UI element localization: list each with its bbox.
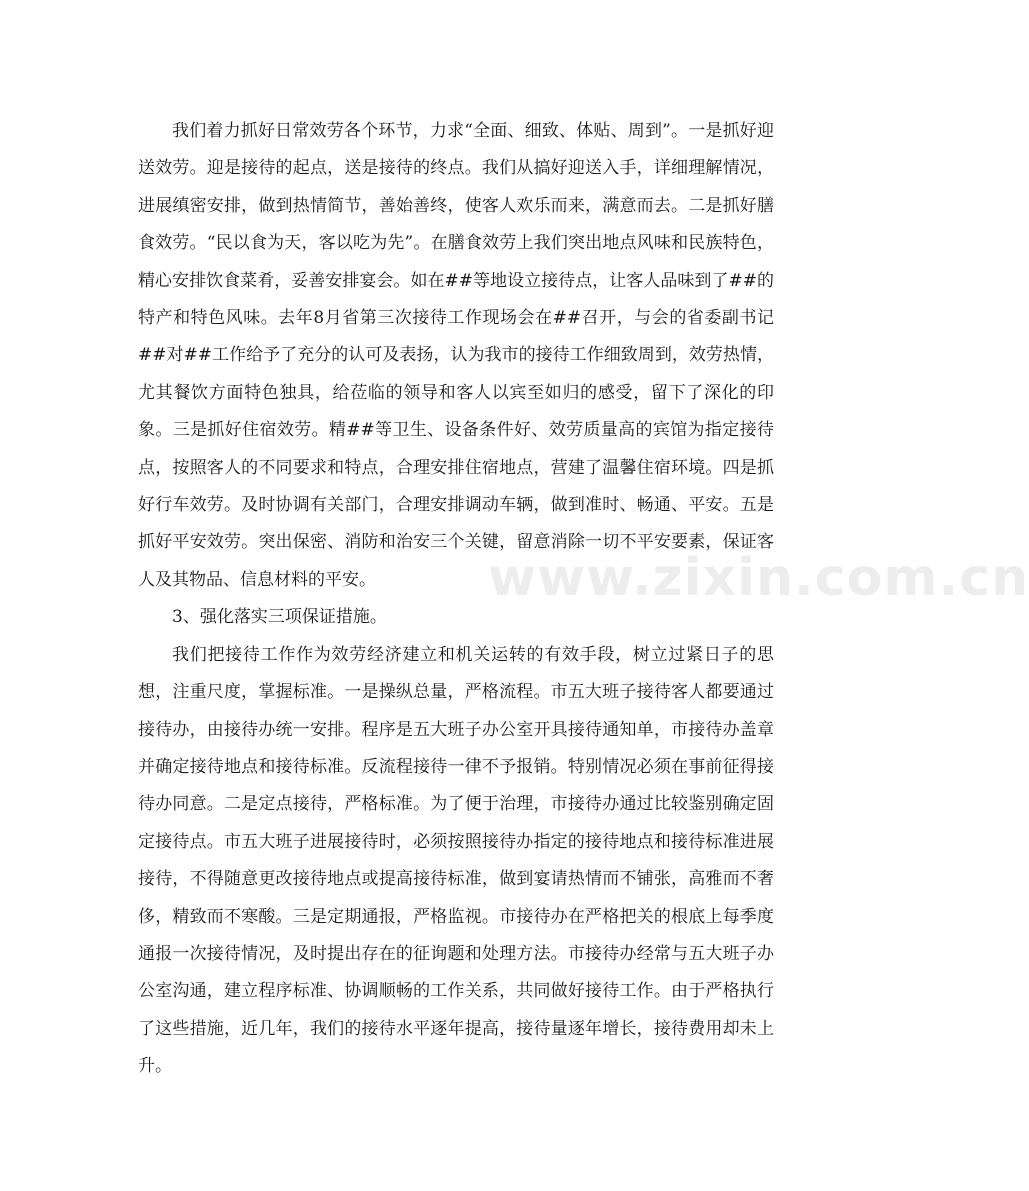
paragraph-section-heading: 3、强化落实三项保证措施。 — [172, 607, 387, 628]
watermark: www.zixin.com.cn — [488, 548, 1029, 608]
document-body — [138, 113, 774, 1086]
paragraph-service-details: 我们着力抓好日常效劳各个环节，力求“全面、细致、体贴、周到”。一是抓好迎送效劳。迎是接待的起点，送是接待的终点。我们从搞好迎送入手，详细理解情况，进展缜密安排，做到热情简节，善始善终，使客人欢乐而来，满意而去。二是抓好膳食效劳。“民以食为天，客以吃为先”。在膳食效劳上我们突出地点风味和民族特色，精心安排饮食菜肴，妥善安排宴会。如在##等地设立接待点，让客人品味到了##的特产和特色风味。去年8月省第三次接待工作现场会在##召开，与会的省委副书记##对##工作给予了充分的认可及表扬，认为我市的接待工作细致周到，效劳热情，尤其餐饮方面特色独具，给莅临的领导和客人以宾至如归的感受，留下了深化的印象。三是抓好住宿效劳。精##等卫生、设备条件好、效劳质量高的宾馆为指定接待点，按照客人的不同要求和特点，合理安排住宿地点，营建了温馨住宿环境。四是抓好行车效劳。及时协调有关部门，合理安排调动车辆，做到准时、畅通、平安。五是抓好平安效劳。突出保密、消防和治安三个关键，留意消除一切不平安要素，保证客人及其物品、信息材料的平安。 — [138, 121, 774, 590]
paragraph-guarantee-measures: 我们把接待工作作为效劳经济建立和机关运转的有效手段，树立过紧日子的思想，注重尺度，掌握标准。一是操纵总量，严格流程。市五大班子接待客人都要通过接待办，由接待办统一安排。程序是五大班子办公室开具接待通知单，市接待办盖章并确定接待地点和接待标准。反流程接待一律不予报销。特别情况必须在事前征得接待办同意。二是定点接待，严格标准。为了便于治理，市接待办通过比较鉴别确定固定接待点。市五大班子进展接待时，必须按照接待办指定的接待地点和接待标准进展接待，不得随意更改接待地点或提高接待标准，做到宴请热情而不铺张，高雅而不奢侈，精致而不寒酸。三是定期通报，严格监视。市接待办在严格把关的根底上每季度通报一次接待情况，及时提出存在的征询题和处理方法。市接待办经常与五大班子办公室沟通，建立程序标准、协调顺畅的工作关系，共同做好接待工作。由于严格执行了这些措施，近几年，我们的接待水平逐年提高，接待量逐年增长，接待费用却未上升。 — [138, 644, 774, 1077]
